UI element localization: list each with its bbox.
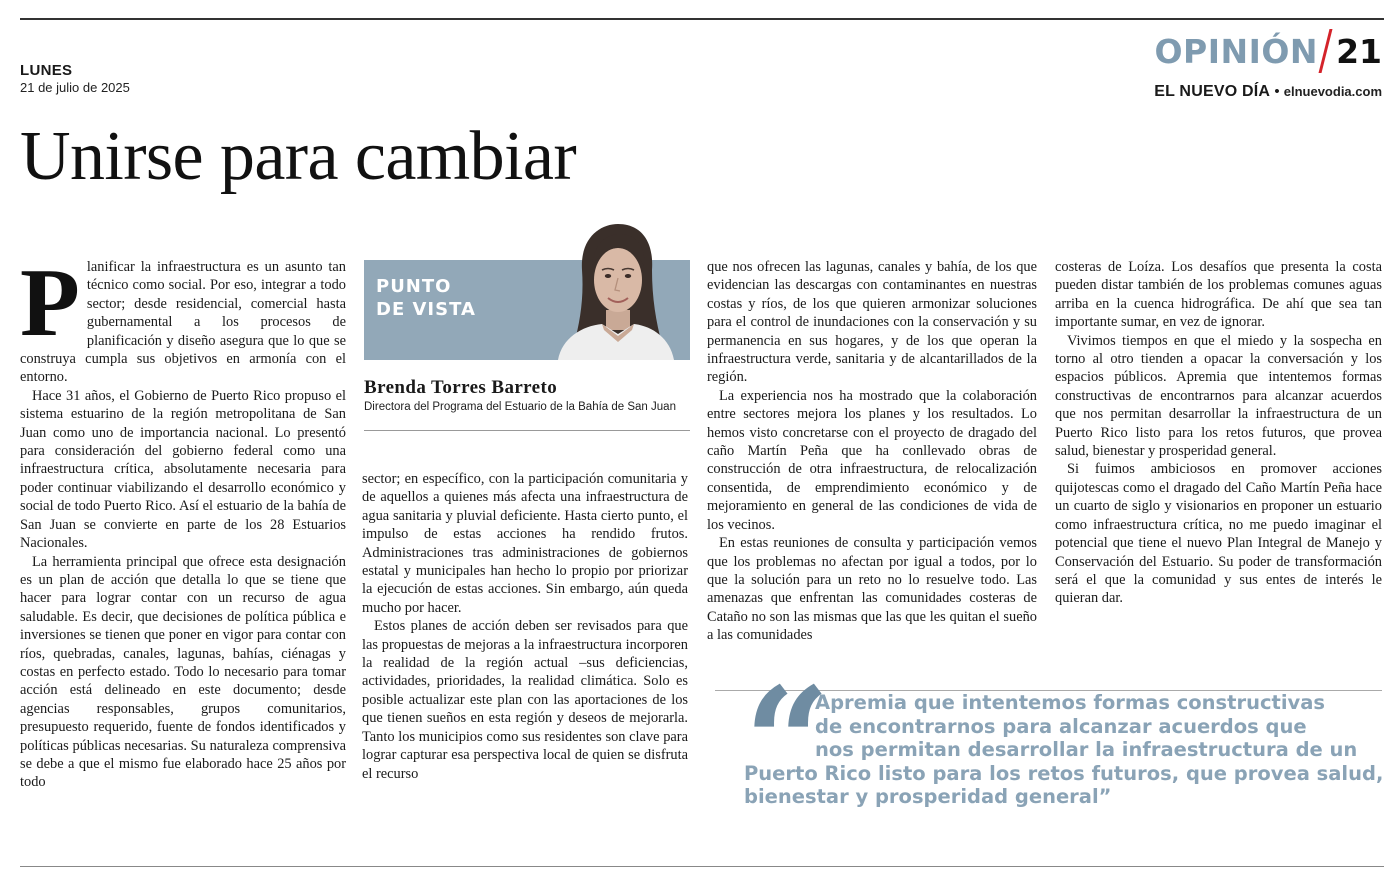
paragraph: La herramienta principal que ofrece esta designación es un plan de acción que detalla lo que se tiene que hacer para lograr contar con un recurso de agua saludable. Es decir, que decisiones de política pública e inversiones se tienen que poner en vigor para contar con ríos, quebradas, canales, lagunas, bahías, ciénagas y costas en perfecto estado. Todo lo necesario para tomar acción está delineado en este documento; desde agencias responsables, grupos comunitarios, presupuesto requerido, fuente de fondos identificados y políticas públicas necesarias. Su naturaleza comprensiva se debe a que el mismo fue elaborado hace 25 años por todo [20, 553, 346, 791]
author-name: Brenda Torres Barreto [364, 377, 558, 398]
section-name: OPINIÓN [1154, 31, 1319, 71]
pullquote [744, 691, 1384, 809]
article-column-3 [707, 258, 1037, 645]
pullquote-line: nos permitan desarrollar la infraestructura de un [815, 738, 1358, 761]
pullquote-line: de encontrarnos para alcanzar acuerdos que [815, 714, 1307, 738]
top-rule [20, 18, 1384, 20]
headline: Unirse para cambiar [20, 118, 577, 195]
paragraph [20, 249, 346, 387]
byline-divider [364, 430, 690, 431]
paragraph: sector; en específico, con la participación comunitaria y de aquellos a quienes más afecta una infraestructura de agua sanitaria y pluvial deficiente. Hasta cierto punto, el impulso de estas acciones ha rendido frutos. Administraciones tras administraciones de gobiernos estatal y municipales han hecho lo propio por priorizar la ejecución de estas acciones. Sin embargo, aún queda mucho por hacer. [362, 471, 688, 616]
date-label: 21 de julio de 2025 [20, 80, 130, 95]
paragraph: Si fuimos ambiciosos en promover acciones quijotescas como el dragado del Caño Martín Peña hace un cuarto de siglo y visionarios en proponer un estuario como infraestructura crítica, no me puedo imaginar el potencial que tiene el nuevo Plan Integral de Manejo y Conservación del Estuario. Su poder de transformación será el que la comunidad y sus entes de interés le quieran dar. [1055, 461, 1382, 607]
pullquote-line: Apremia que intentemos formas constructivas [815, 691, 1326, 714]
quote-mark-icon: “ [744, 655, 831, 831]
punto-de-vista-label [376, 275, 476, 321]
section-header [1154, 30, 1382, 72]
paragraph: Estos planes de acción deben ser revisados para que las propuestas de mejoras a la infraestructura incorporen la realidad de la región actual –sus deficiencias, actividades, prioridades, la realidad climática. Solo es posible actualizar este plan con las aportaciones de los que tienen sueños en esta región y deseos de mejorarla. Tanto los municipios como sus residentes son clave para lograr capturar esa perspectiva local de quien se disfruta el recurso [362, 618, 688, 782]
paragraph: En estas reuniones de consulta y participación vemos que los problemas no afectan por igual a todos, por lo que la solución para un reto no lo resuelve todo. Las amenazas que enfrentan las comunidades costeras de Cataño no son las mismas que las que les quitan el sueño a las comunidades [707, 535, 1037, 644]
paragraph: costeras de Loíza. Los desafíos que presenta la costa pueden distar también de los problemas comunes aguas arriba en la cuenca hidrográfica. De ahí que sea tan importante sumar, en vez de ignorar. [1055, 259, 1382, 331]
article-column-1 [20, 249, 346, 792]
dropcap: P [20, 249, 80, 357]
paragraph: La experiencia nos ha mostrado que la colaboración entre sectores mejora los planes y los resultados. Lo hemos visto concretarse con el proyecto de dragado del caño Martín Peña que ha conllevado obras de construcción de otra infraestructura, de relocalización consentida, de emprendimiento económico y de mejoramiento en general de las condiciones de vida de los vecinos. [707, 387, 1037, 533]
bottom-rule [20, 866, 1384, 867]
label-line-2: DE VISTA [376, 299, 476, 320]
author-role: Directora del Programa del Estuario de la Bahía de San Juan [364, 401, 676, 413]
day-label: LUNES [20, 62, 73, 79]
paragraph-text: lanificar la infraestructura es un asunto tan técnico como social. Por eso, integrar a todo sector; desde residencial, comercial hasta gubernamental a los procesos de planificación y diseño asegura que lo que se construya cumpla sus objetivos en armonía con el entorno. [20, 259, 346, 386]
website-link[interactable]: elnuevodia.com [1283, 84, 1382, 99]
masthead [1154, 83, 1382, 101]
paragraph: Hace 31 años, el Gobierno de Puerto Rico propuso el sistema estuarino de la región metropolitana de San Juan como uno de importancia nacional. Lo presentó para consideración del gobierno federal como una infraestructura crítica, absolutamente necesaria para poder continuar viabilizando el desarrollo económico y social de todo Puerto Rico. Así el estuario de la bahía de San Juan se convierte en parte de los 28 Estuarios Nacionales. [20, 387, 346, 552]
pullquote-line: bienestar y prosperidad general” [744, 785, 1112, 808]
section-slash-divider [1319, 29, 1333, 73]
pullquote-line: Puerto Rico listo para los retos futuros, que provea salud, [744, 761, 1384, 785]
article-column-4 [1055, 258, 1382, 608]
page-number: 21 [1336, 31, 1382, 71]
paragraph: Vivimos tiempos en que el miedo y la sospecha en torno al otro tienden a opacar la conversación y los espacios públicos. Apremia que intentemos formas constructivas de encontrarnos para alcanzar acuerdos que nos permitan desarrollar la infraestructura de un Puerto Rico listo para los retos futuros, que provea salud, bienestar y prosperidad general. [1055, 332, 1382, 460]
masthead-separator: • [1274, 83, 1280, 100]
paragraph: que nos ofrecen las lagunas, canales y bahía, de los que evidencian las descargas con contaminantes en nuestras costas y ríos, de los que quieren armonizar soluciones para el control de inundaciones con la conservación y su permanencia en sus hogares, y de los que operan la infraestructura verde, sanitaria y de alcantarillados de la región. [707, 259, 1037, 386]
author-portrait [552, 218, 677, 360]
newspaper-name: EL NUEVO DÍA [1154, 83, 1271, 100]
article-column-2 [362, 470, 688, 783]
label-line-1: PUNTO [376, 276, 452, 297]
